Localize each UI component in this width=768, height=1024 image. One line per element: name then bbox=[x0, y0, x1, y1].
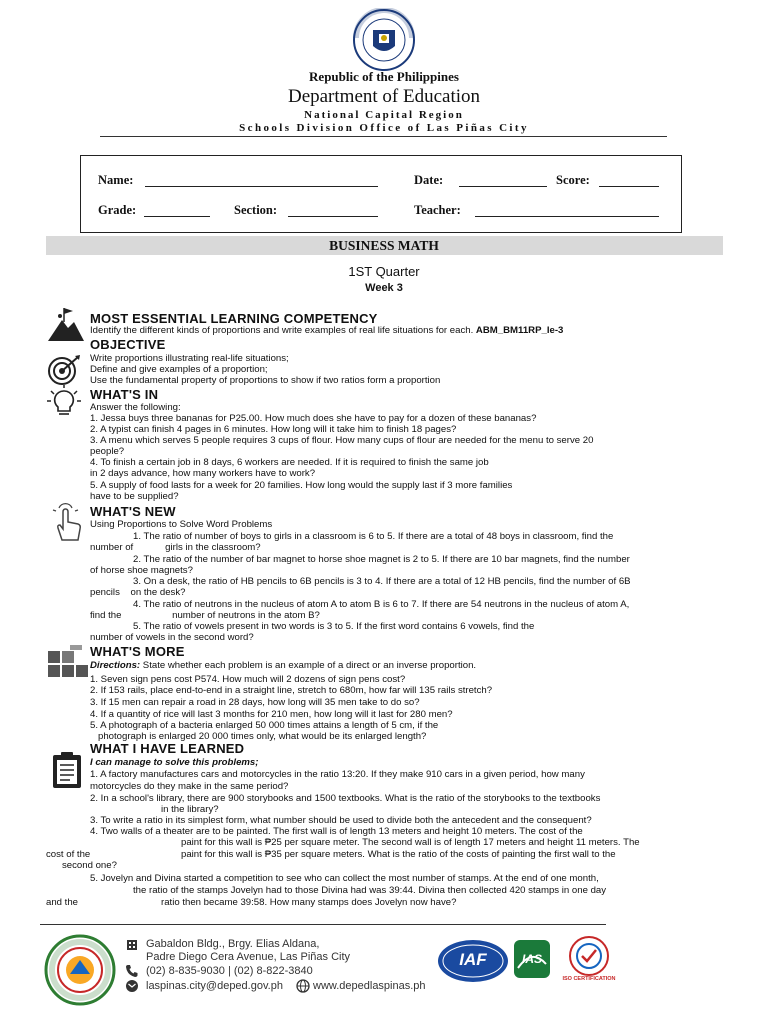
building-icon bbox=[125, 937, 139, 951]
whats-new-line: 4. The ratio of neutrons in the nucleus of atom A to atom B is 6 to 7. If there are 54 neutrons in the nucleus of atom A, bbox=[133, 599, 630, 610]
iaf-logo-text: IAF bbox=[459, 950, 487, 969]
republic-text: Republic of the Philippines bbox=[309, 69, 459, 84]
objective-line: Define and give examples of a proportion; bbox=[90, 364, 268, 375]
learned-line: 2. In a school's library, there are 900 storybooks and 1500 textbooks. What is the ratio of the storybooks to the textbooks bbox=[90, 793, 601, 804]
ias-logo-text: IAS bbox=[521, 952, 542, 966]
whats-in-line: in 2 days advance, how many workers have to work? bbox=[90, 468, 316, 479]
learned-subtitle: I can manage to solve this problems; bbox=[90, 757, 259, 768]
mountain-flag-icon bbox=[46, 306, 86, 342]
whats-more-line: photograph is enlarged 20 000 times only, what would be its enlarged length? bbox=[98, 731, 427, 742]
footer-website[interactable]: www.depedlaspinas.ph bbox=[313, 980, 426, 992]
score-field[interactable] bbox=[599, 186, 659, 187]
whats-more-line: 3. If 15 men can repair a road in 28 days, how long will 35 men take to do so? bbox=[90, 697, 420, 708]
division-seal-logo bbox=[44, 934, 116, 1006]
region-text: National Capital Region bbox=[304, 109, 464, 121]
section-field[interactable] bbox=[288, 216, 378, 217]
directions-text: State whether each problem is an example of a direct or an inverse proportion. bbox=[140, 660, 477, 671]
learned-line: in the library? bbox=[161, 804, 219, 815]
footer-address-line2: Padre Diego Cera Avenue, Las Piñas City bbox=[146, 951, 351, 963]
footer-address-line1: Gabaldon Bldg., Brgy. Elias Aldana, bbox=[146, 938, 320, 950]
whats-in-line: 5. A supply of food lasts for a week for 20 families. How long would the supply last if 3 more families bbox=[90, 480, 513, 491]
whats-new-line: number of vowels in the second word? bbox=[90, 632, 254, 643]
grade-field[interactable] bbox=[144, 216, 210, 217]
objective-title: OBJECTIVE bbox=[90, 337, 166, 352]
learned-line: second one? bbox=[62, 860, 117, 871]
learned-line: 1. A factory manufactures cars and motorcycles in the ratio 13:20. If they make 910 cars in a given period, how many bbox=[90, 769, 585, 780]
whats-new-line: pencils on the desk? bbox=[90, 587, 186, 598]
subject-title: BUSINESS MATH bbox=[329, 238, 439, 253]
learned-line: 4. Two walls of a theater are to be painted. The first wall is of length 13 meters and height 10 meters. The cost of the bbox=[90, 826, 583, 837]
quarter-title: 1ST Quarter bbox=[348, 264, 420, 279]
week-title: Week 3 bbox=[365, 282, 403, 294]
whats-in-line: have to be supplied? bbox=[90, 491, 179, 502]
whats-in-line: people? bbox=[90, 446, 125, 457]
whats-in-line: 4. To finish a certain job in 8 days, 6 workers are needed. If it is required to finish the same job bbox=[90, 457, 489, 468]
whats-new-title: WHAT'S NEW bbox=[90, 504, 176, 519]
whats-in-line: 3. A menu which serves 5 people requires 3 cups of flour. How many cups of flour are needed for the menu to serve 20 bbox=[90, 435, 594, 446]
learned-line: 3. To write a ratio in its simplest form, what number should be used to divide both the antecedent and the consequent? bbox=[90, 815, 592, 826]
footer-email[interactable]: laspinas.city@deped.gov.ph bbox=[146, 980, 283, 992]
whats-more-line: 1. Seven sign pens cost P574. How much will 2 dozens of sign pens cost? bbox=[90, 674, 406, 685]
footer-divider bbox=[40, 924, 606, 925]
score-label: Score: bbox=[556, 173, 590, 187]
email-icon bbox=[125, 979, 139, 993]
name-field[interactable] bbox=[145, 186, 378, 187]
clipboard-icon bbox=[50, 750, 84, 790]
melc-code: ABM_BM11RP_Ie-3 bbox=[475, 325, 564, 336]
division-text: Schools Division Office of Las Piñas City bbox=[239, 122, 529, 134]
whats-new-line: Using Proportions to Solve Word Problems bbox=[90, 519, 273, 530]
learned-line: motorcycles do they make in the same period? bbox=[90, 781, 289, 792]
lightbulb-icon bbox=[46, 385, 82, 419]
learned-line: cost of the bbox=[46, 849, 91, 860]
learned-line: paint for this wall is ₱35 per square meters. What is the ratio of the costs of painting the first wall to the bbox=[181, 849, 616, 860]
grade-label: Grade: bbox=[98, 203, 137, 217]
learned-line: ratio then became 39:58. How many stamps does Jovelyn now have? bbox=[161, 897, 457, 908]
target-icon bbox=[46, 354, 82, 386]
date-label: Date: bbox=[414, 173, 444, 187]
learned-line: 5. Jovelyn and Divina started a competition to see who can collect the most number of stamps. At the end of one month, bbox=[90, 873, 599, 884]
melc-title: MOST ESSENTIAL LEARNING COMPETENCY bbox=[90, 311, 378, 326]
learned-title: WHAT I HAVE LEARNED bbox=[90, 741, 245, 756]
phone-icon bbox=[125, 964, 139, 978]
footer-phone: (02) 8-835-9030 | (02) 8-822-3840 bbox=[146, 965, 313, 977]
student-info-box bbox=[80, 155, 682, 233]
section-label: Section: bbox=[234, 203, 278, 217]
header-divider bbox=[100, 136, 667, 137]
name-label: Name: bbox=[98, 173, 134, 187]
whats-more-directions bbox=[90, 660, 476, 671]
whats-new-line: number of girls in the classroom? bbox=[90, 542, 261, 553]
whats-new-line: 2. The ratio of the number of bar magnet to horse shoe magnet is 2 to 5. If there are 10 bar magnets, find the number bbox=[133, 554, 630, 565]
learned-line: the ratio of the stamps Jovelyn had to those Divina had was 39:44. Divina then collected 420 stamps in one day bbox=[133, 885, 607, 896]
whats-new-line: 1. The ratio of number of boys to girls in a classroom is 6 to 5. If there are a total of 48 boys in classroom, find the bbox=[133, 531, 614, 542]
whats-in-line: 1. Jessa buys three bananas for P25.00. How much does she have to pay for a dozen of these bananas? bbox=[90, 413, 537, 424]
whats-in-line: Answer the following: bbox=[90, 402, 181, 413]
department-title: Department of Education bbox=[287, 86, 481, 107]
whats-in-title: WHAT'S IN bbox=[90, 387, 159, 402]
iso-cert-text: ISO CERTIFICATION bbox=[562, 976, 616, 982]
directions-label: Directions: bbox=[90, 660, 141, 671]
deped-seal-logo bbox=[346, 8, 422, 72]
whats-more-title: WHAT'S MORE bbox=[90, 644, 185, 659]
teacher-label: Teacher: bbox=[414, 203, 461, 217]
melc-text bbox=[90, 325, 563, 336]
whats-new-line: 3. On a desk, the ratio of HB pencils to 6B pencils is 3 to 4. If there are a total of 12 HB pencils, find the number of 6B bbox=[133, 576, 631, 587]
learned-line: paint for this wall is ₱25 per square meter. The second wall is of length 17 meters and height 11 meters. The bbox=[181, 837, 640, 848]
teacher-field[interactable] bbox=[475, 216, 659, 217]
touch-hand-icon bbox=[50, 502, 86, 542]
whats-new-line: find the number of neutrons in the atom B? bbox=[90, 610, 320, 621]
learned-line: and the bbox=[46, 897, 79, 908]
objective-line: Write proportions illustrating real-life situations; bbox=[90, 353, 289, 364]
whats-in-line: 2. A typist can finish 4 pages in 6 minutes. How long will it take him to finish 18 pages? bbox=[90, 424, 457, 435]
blocks-icon bbox=[46, 645, 90, 679]
melc-description: Identify the different kinds of proportions and write examples of real life situations for each. bbox=[90, 325, 474, 336]
objective-line: Use the fundamental property of proportions to show if two ratios form a proportion bbox=[90, 375, 441, 386]
whats-new-line: of horse shoe magnets? bbox=[90, 565, 193, 576]
date-field[interactable] bbox=[459, 186, 547, 187]
whats-more-line: 5. A photograph of a bacteria enlarged 50 000 times attains a length of 5 cm, if the bbox=[90, 720, 439, 731]
whats-more-line: 4. If a quantity of rice will last 3 months for 210 men, how long will it last for 280 men? bbox=[90, 709, 453, 720]
whats-more-line: 2. If 153 rails, place end-to-end in a straight line, stretch to 680m, how far will 135 rails stretch? bbox=[90, 685, 493, 696]
globe-icon bbox=[296, 979, 310, 993]
whats-new-line: 5. The ratio of vowels present in two words is 3 to 5. If the first word contains 6 vowels, find the bbox=[133, 621, 535, 632]
